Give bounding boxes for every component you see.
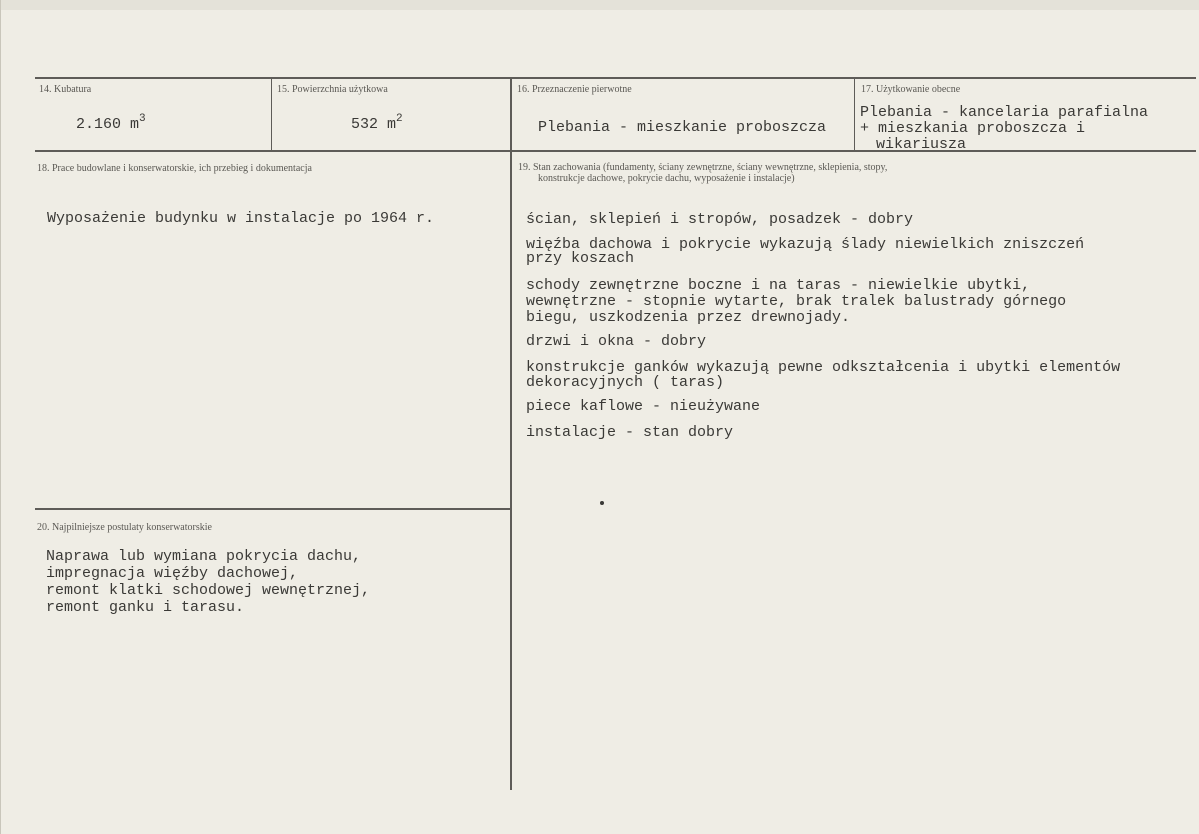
top-rule [35, 77, 1196, 79]
field-20-label: 20. Najpilniejsze postulaty konserwatorskie [37, 522, 212, 533]
field-14-label: 14. Kubatura [39, 84, 92, 95]
divider-18-20 [35, 508, 511, 510]
condition-line: piece kaflowe - nieużywane [526, 398, 761, 415]
field-16-label: 16. Przeznaczenie pierwotne [517, 84, 632, 95]
field-17-value-clip [854, 98, 1198, 150]
area-value: 532 m [351, 116, 397, 133]
header-bottom-rule [35, 150, 1196, 152]
field-19-label: 19. Stan zachowania (fundamenty, ściany zewnętrzne, ściany wewnętrzne, sklepienia, stopy, [518, 162, 888, 173]
ink-speck [600, 501, 604, 505]
card-top-edge [1, 0, 1199, 10]
current-use-line: wikariusza [876, 136, 967, 150]
recommendation-line: impregnacja więźby dachowej, [46, 565, 299, 582]
condition-line: biegu, uszkodzenia przez drewnojady. [526, 309, 851, 326]
condition-line: instalacje - stan dobry [526, 424, 734, 441]
condition-line: więźba dachowa i pokrycie wykazują ślady niewielkich zniszczeń [526, 236, 1085, 253]
divider-main [510, 77, 512, 790]
field-17-label: 17. Użytkowanie obecne [861, 84, 961, 95]
area-exponent: 2 [396, 113, 403, 125]
field-15-label: 15. Powierzchnia użytkowa [277, 84, 388, 95]
condition-line: ścian, sklepień i stropów, posadzek - dobry [526, 211, 914, 228]
divider-14-15 [271, 77, 272, 152]
condition-line: drzwi i okna - dobry [526, 333, 707, 350]
recommendation-line: remont ganku i tarasu. [46, 599, 245, 616]
cubature-value: 2.160 m [76, 116, 140, 133]
condition-line: schody zewnętrzne boczne i na taras - niewielkie ubytki, [526, 277, 1031, 294]
current-use-line: Plebania - kancelaria parafialna [860, 104, 1149, 121]
field-18-value: Wyposażenie budynku w instalacje po 1964 r. [47, 210, 435, 227]
field-16-value: Plebania - mieszkanie proboszcza [538, 119, 827, 136]
cubature-exponent: 3 [139, 113, 146, 125]
recommendation-line: remont klatki schodowej wewnętrznej, [46, 582, 371, 599]
recommendation-line: Naprawa lub wymiana pokrycia dachu, [46, 548, 362, 565]
condition-line: przy koszach [526, 250, 635, 267]
current-use-line: + mieszkania proboszcza i [860, 120, 1086, 137]
field-18-label: 18. Prace budowlane i konserwatorskie, ich przebieg i dokumentacja [37, 163, 312, 174]
field-15-value [351, 113, 403, 133]
field-14-value [76, 113, 146, 133]
condition-line: konstrukcje ganków wykazują pewne odkształcenia i ubytki elementów [526, 359, 1121, 376]
field-19-label: konstrukcje dachowe, pokrycie dachu, wyposażenie i instalacje) [538, 173, 795, 184]
condition-line: dekoracyjnych ( taras) [526, 374, 725, 391]
condition-line: wewnętrzne - stopnie wytarte, brak tralek balustrady górnego [526, 293, 1067, 310]
